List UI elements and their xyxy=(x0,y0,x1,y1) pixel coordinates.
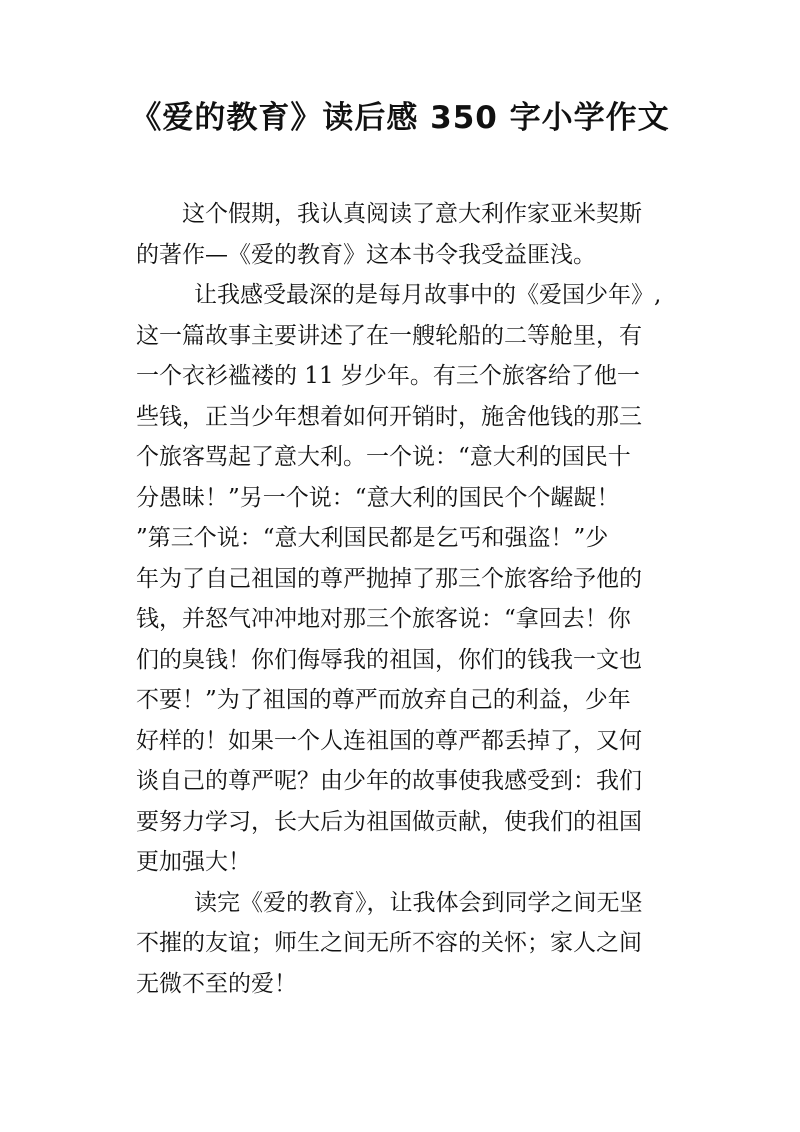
text-line: 好样的！如果一个人连祖国的尊严都丢掉了，又何 xyxy=(136,727,642,754)
text-line: 些钱，正当少年想着如何开销时，施舍他钱的那三 xyxy=(136,403,642,430)
text-line: 个旅客骂起了意大利。一个说：“意大利的国民十 xyxy=(136,444,631,470)
text-line: 不摧的友谊；师生之间无所不容的关怀；家人之间 xyxy=(136,930,642,956)
text-line: 无微不至的爱！ xyxy=(136,970,297,997)
text-line: 们的臭钱！你们侮辱我的祖国，你们的钱我一文也 xyxy=(136,646,642,673)
paragraph-2 xyxy=(136,275,668,883)
text-line: 钱，并怒气冲冲地对那三个旅客说：“拿回去！你 xyxy=(136,606,631,632)
text-line: 让我感受最深的是每月故事中的《爱国少年》, xyxy=(194,282,662,308)
text-line: 的著作—《爱的教育》这本书令我受益匪浅。 xyxy=(136,241,596,268)
text-line: 不要！”为了祖国的尊严而放弃自己的利益，少年 xyxy=(136,687,631,713)
text-line: 一个衣衫褴褛的 11 岁少年。有三个旅客给了他一 xyxy=(136,363,640,389)
text-line: 读完《爱的教育》，让我体会到同学之间无坚 xyxy=(194,889,643,916)
text-line: 这个假期，我认真阅读了意大利作家亚米契斯 xyxy=(182,201,642,227)
text-line: 年为了自己祖国的尊严抛掉了那三个旅客给予他的 xyxy=(136,565,642,592)
text-line: 更加强大！ xyxy=(136,849,251,875)
text-line: ”第三个说：“意大利国民都是乞丐和强盗！”少 xyxy=(136,525,609,551)
text-line: 要努力学习，长大后为祖国做贡献，使我们的祖国 xyxy=(136,808,642,835)
text-line: 这一篇故事主要讲述了在一艘轮船的二等舱里，有 xyxy=(136,322,642,349)
text-line: 谈自己的尊严呢？由少年的故事使我感受到：我们 xyxy=(136,768,642,794)
paragraph-1 xyxy=(136,194,668,275)
text-line: 分愚昧！”另一个说：“意大利的国民个个龌龊！ xyxy=(136,484,620,511)
document-body xyxy=(136,194,668,1004)
document-title: 《爱的教育》读后感 350 字小学作文 xyxy=(130,100,670,136)
paragraph-3 xyxy=(136,883,668,1005)
